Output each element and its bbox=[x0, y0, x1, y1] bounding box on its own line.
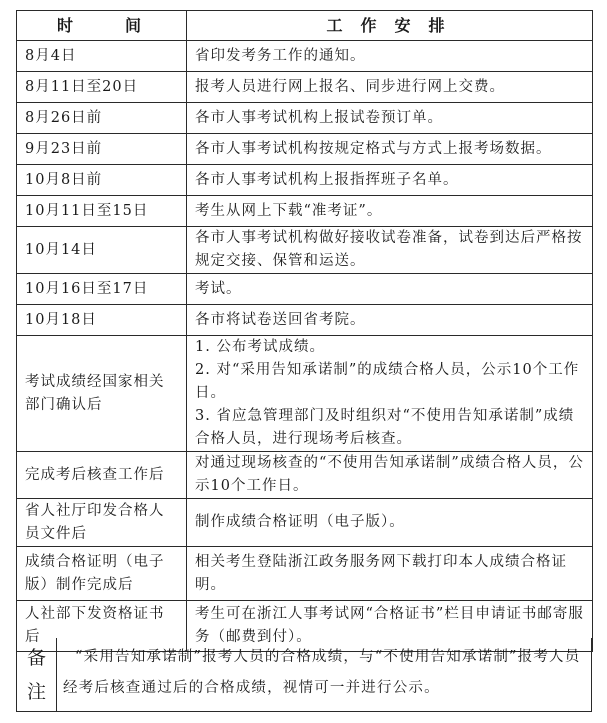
row-work bbox=[187, 305, 593, 336]
table-row bbox=[17, 41, 593, 72]
work-item: 考生从网上下载“准考证”。 bbox=[195, 202, 383, 219]
row-work bbox=[187, 134, 593, 165]
table-row bbox=[17, 165, 593, 196]
work-item: 考试。 bbox=[195, 280, 242, 297]
row-time: 10月8日前 bbox=[17, 165, 187, 196]
work-item: 考生可在浙江人事考试网“合格证书”栏目申请证书邮寄服务（邮费到付）。 bbox=[195, 606, 584, 645]
table-row bbox=[17, 452, 593, 499]
table-row bbox=[17, 72, 593, 103]
table-row bbox=[17, 227, 593, 274]
header-time bbox=[17, 11, 187, 41]
table-row bbox=[17, 103, 593, 134]
row-time: 10月16日至17日 bbox=[17, 274, 187, 305]
row-time: 完成考后核查工作后 bbox=[17, 452, 187, 499]
row-time: 考试成绩经国家相关部门确认后 bbox=[17, 336, 187, 452]
schedule-table bbox=[16, 10, 593, 652]
row-work bbox=[187, 452, 593, 499]
row-work bbox=[187, 41, 593, 72]
remarks-row bbox=[16, 638, 592, 712]
work-item: 制作成绩合格证明（电子版）。 bbox=[195, 514, 405, 530]
header-work: 工作安排 bbox=[187, 11, 593, 41]
row-work bbox=[187, 499, 593, 547]
row-time: 8月26日前 bbox=[17, 103, 187, 134]
row-work bbox=[187, 103, 593, 134]
row-work bbox=[187, 196, 593, 227]
table-row bbox=[17, 336, 593, 452]
work-item: 省印发考务工作的通知。 bbox=[195, 47, 366, 64]
table-row bbox=[17, 305, 593, 336]
header-time-char-2: 间 bbox=[124, 16, 142, 35]
remarks-label-char-1: 备 bbox=[26, 646, 46, 669]
work-item: 2. 对“采用告知承诺制”的成绩合格人员，公示10个工作日。 bbox=[195, 362, 580, 401]
row-time: 9月23日前 bbox=[17, 134, 187, 165]
work-item: 各市将试卷送回省考院。 bbox=[195, 311, 366, 328]
work-item: 3. 省应急管理部门及时组织对“不使用告知承诺制”成绩合格人员，进行现场考后核查。 bbox=[195, 408, 575, 447]
row-work bbox=[187, 336, 593, 452]
row-time: 成绩合格证明（电子版）制作完成后 bbox=[17, 547, 187, 601]
remarks-label bbox=[17, 638, 57, 711]
row-time: 省人社厅印发合格人员文件后 bbox=[17, 499, 187, 547]
work-item: 各市人事考试机构做好接收试卷准备，试卷到达后严格按规定交接、保管和运送。 bbox=[195, 230, 583, 269]
remarks-text: “采用告知承诺制”报考人员的合格成绩，与“不使用告知承诺制”报考人员经考后核查通过后的合格成绩，视情可一并进行公示。 bbox=[63, 649, 581, 696]
row-time: 10月18日 bbox=[17, 305, 187, 336]
row-time: 人社部下发资格证书后 bbox=[17, 601, 187, 652]
work-item: 1. 公布考试成绩。 bbox=[195, 339, 325, 355]
table-row bbox=[17, 134, 593, 165]
remarks-label-char-2: 注 bbox=[26, 680, 46, 703]
row-time: 10月14日 bbox=[17, 227, 187, 274]
row-time: 8月11日至20日 bbox=[17, 72, 187, 103]
work-item: 各市人事考试机构按规定格式与方式上报考场数据。 bbox=[195, 140, 552, 157]
work-item: 对通过现场核查的“不使用告知承诺制”成绩合格人员，公示10个工作日。 bbox=[195, 455, 584, 494]
row-time: 10月11日至15日 bbox=[17, 196, 187, 227]
table-header bbox=[17, 11, 593, 41]
work-item: 报考人员进行网上报名、同步进行网上交费。 bbox=[195, 78, 505, 95]
header-time-char-1: 时 bbox=[57, 16, 75, 35]
row-time: 8月4日 bbox=[17, 41, 187, 72]
table-row bbox=[17, 547, 593, 601]
table-row bbox=[17, 274, 593, 305]
table-row bbox=[17, 499, 593, 547]
row-work bbox=[187, 72, 593, 103]
work-item: 相关考生登陆浙江政务服务网下载打印本人成绩合格证明。 bbox=[195, 553, 567, 593]
row-work bbox=[187, 165, 593, 196]
work-item: 各市人事考试机构上报试卷预订单。 bbox=[195, 109, 443, 126]
row-work bbox=[187, 227, 593, 274]
table-row bbox=[17, 196, 593, 227]
work-item: 各市人事考试机构上报指挥班子名单。 bbox=[195, 171, 459, 188]
row-work bbox=[187, 547, 593, 601]
row-work bbox=[187, 274, 593, 305]
